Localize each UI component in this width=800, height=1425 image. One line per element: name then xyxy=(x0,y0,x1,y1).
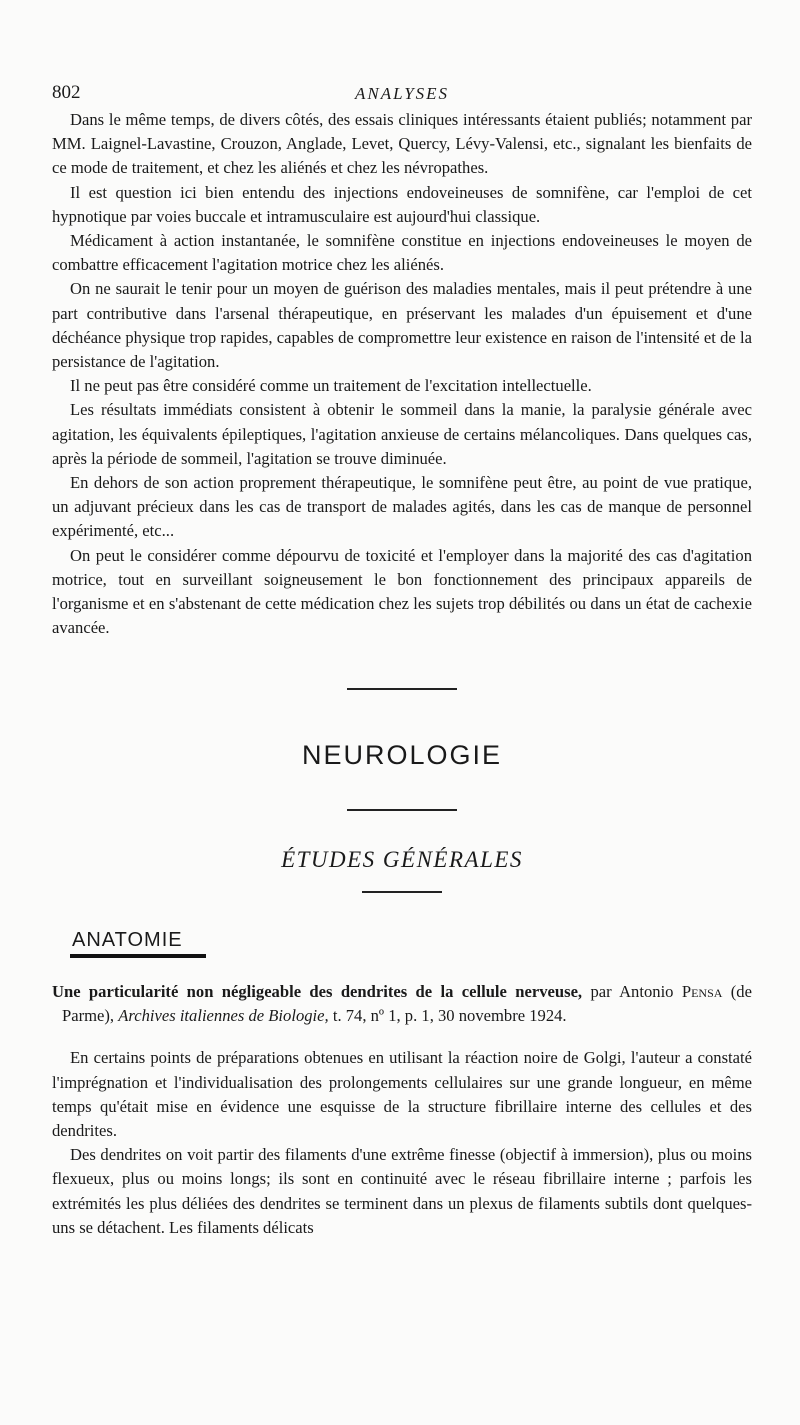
paragraph: Il est question ici bien entendu des injections endoveineuses de somnifène, car l'emploi de cet hypnotique par voies buccale et intramusculaire est aujourd'hui classique. xyxy=(52,182,752,226)
subsection-divider xyxy=(362,891,442,893)
citation: t. 74, nº 1, p. 1, 30 novembre 1924. xyxy=(332,1006,567,1026)
paragraph: Médicament à action instantanée, le somnifène constitue en injections endoveineuses le moyen de combattre efficacement l'agitation motrice chez les aliénés. xyxy=(52,231,752,275)
paragraph: Dans le même temps, de divers côtés, des essais cliniques intéressants étaient publiés; notamment par MM. Laignel-Lavastine, Crouzon, Anglade, Levet, Quercy, Lévy-Valensi, etc., signalant les bienfaits de ce mode de traitement, et chez les aliénés et chez les névropathes. xyxy=(52,110,752,178)
paragraph: On ne saurait le tenir pour un moyen de guérison des maladies mentales, mais il peut prétendre à une part contributive dans l'arsenal thérapeutique, en préservant les malades d'un épuisement et d'une déchéance physique trop rapides, capables de compromettre leur existence en raison de l'intensité et de la persistance de l'agitation. xyxy=(52,279,752,372)
author-last-name: Pensa xyxy=(681,981,723,1001)
running-head xyxy=(52,78,752,108)
page-number: 802 xyxy=(52,82,81,103)
running-title: ANALYSES xyxy=(354,84,450,103)
article-heading xyxy=(52,980,752,1028)
paragraph: Les résultats immédiats consistent à obtenir le sommeil dans la manie, la paralysie générale avec agitation, les équivalents épileptiques, l'agitation anxieuse de certains mélancoliques. Dans quelques cas, après la période de sommeil, l'agitation se trouve diminuée. xyxy=(52,400,752,468)
section-divider xyxy=(347,809,457,811)
section-title: NEUROLOGIE xyxy=(301,740,503,771)
author-affiliation: (de Parme), xyxy=(62,981,752,1026)
page xyxy=(52,78,752,1240)
paragraph: Des dendrites on voit partir des filaments d'une extrême finesse (objectif à immersion), plus ou moins flexueux, plus ou moins longs; ils sont en continuité avec le réseau fibrillaire interne ; parfois les extrémités les plus déliées des dendrites se terminent dans un plexus de filaments subtils dont quelques-uns se détachent. Les filaments délicats xyxy=(52,1145,752,1237)
article-body xyxy=(52,1046,752,1240)
paragraph: En dehors de son action proprement thérapeutique, le somnifène peut être, au point de vue pratique, un adjuvant précieux dans les cas de transport de malades agités, dans les cas de manque de personnel expérimenté, etc... xyxy=(52,473,752,541)
category-underline xyxy=(70,954,206,958)
article-by: par xyxy=(590,981,612,1001)
subsection-title: ÉTUDES GÉNÉRALES xyxy=(281,847,523,873)
paragraph: En certains points de préparations obtenues en utilisant la réaction noire de Golgi, l'auteur a constaté l'imprégnation et l'individualisation des prolongements cellulaires sur une grande longueur, en même temps qu'était mise en évidence une esquisse de la structure fibrillaire interne des cellules et des dendrites. xyxy=(52,1048,752,1140)
section-divider xyxy=(347,688,457,690)
body-text-top xyxy=(52,108,752,640)
article-title: Une particularité non négligeable des dendrites de la cellule nerveuse, xyxy=(52,981,583,1001)
journal-name: Archives italiennes de Biologie, xyxy=(118,1006,329,1026)
paragraph: On peut le considérer comme dépourvu de toxicité et l'employer dans la majorité des cas d'agitation motrice, tout en surveillant soigneusement le bon fonctionnement des principaux appareils de l'organisme et en s'abstenant de cette médication chez les sujets trop débilités ou dans un état de cachexie avancée. xyxy=(52,545,752,638)
paragraph: Il ne peut pas être considéré comme un traitement de l'excitation intellectuelle. xyxy=(70,376,592,396)
category-title: ANATOMIE xyxy=(72,928,183,951)
author-first-name: Antonio xyxy=(619,981,674,1001)
